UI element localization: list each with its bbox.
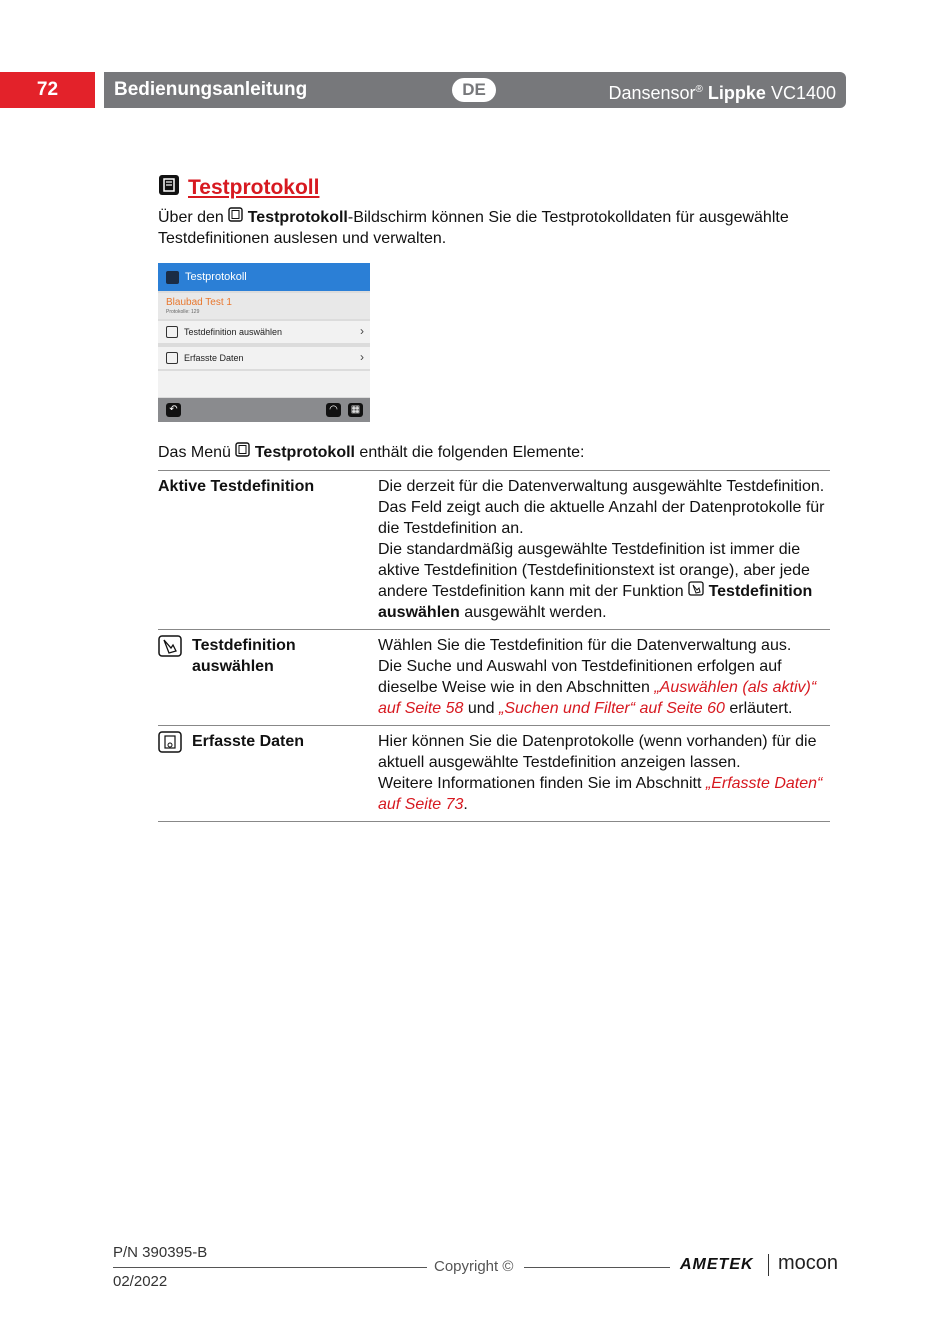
copyright: Copyright © — [434, 1258, 514, 1275]
collected-data-row[interactable] — [158, 347, 370, 369]
table-row — [158, 726, 830, 822]
product-bold: Lippke — [707, 83, 766, 103]
test-log-icon — [228, 207, 243, 228]
intro-bold: Testprotokoll — [247, 209, 348, 226]
screen-title-bar — [158, 263, 370, 291]
row-label: Aktive Testdefinition — [158, 478, 315, 495]
screen-title: Testprotokoll — [185, 271, 247, 283]
part-number: P/N 390395-B — [113, 1244, 208, 1261]
section-title[interactable]: Testprotokoll — [188, 176, 320, 199]
active-test-name: Blaubad Test 1 — [166, 297, 232, 308]
desc-text: Die standardmäßig ausgewählte Testdefinition ist immer die aktive Testdefinition (Testdefinitionstext ist orange), aber jede andere Testdefinition kann mit der Funktion — [378, 541, 810, 600]
mocon-logo: mocon — [778, 1252, 839, 1274]
select-test-definition-row[interactable] — [158, 321, 370, 343]
product-model: VC1400 — [770, 83, 836, 103]
desc-line — [378, 773, 830, 815]
active-test-definition[interactable] — [158, 293, 370, 319]
footer-line-left — [113, 1267, 427, 1268]
row-label-cell — [158, 476, 378, 623]
desc-text: . — [463, 796, 468, 814]
desc-line — [378, 539, 830, 623]
desc-text: und — [463, 700, 499, 718]
test-log-icon — [166, 271, 179, 284]
row-description — [378, 731, 830, 815]
link-search-filter[interactable]: „Suchen und Filter“ auf Seite 60 — [499, 700, 725, 718]
menu-intro-text-2: enthält die folgenden Elemente: — [354, 444, 585, 461]
header-bar — [104, 72, 846, 108]
manual-title: Bedienungsanleitung — [114, 79, 308, 100]
product-name — [608, 72, 836, 111]
row-label: Testdefinition auswählen — [192, 637, 296, 676]
desc-line: Das Feld zeigt auch die aktuelle Anzahl der Datenprotokolle für die Testdefinition an. — [378, 499, 825, 537]
screen-bottom-bar — [158, 398, 370, 422]
row-label: Erfasste Daten — [192, 733, 305, 751]
ametek-logo: AMETEK — [680, 1256, 754, 1273]
intro-text-2: -Bildschirm können Sie die Testprotokolldaten für ausgewählte Testdefinitionen auslesen und verwalten. — [158, 209, 789, 248]
desc-text: ausgewählt werden. — [459, 604, 607, 622]
hand-pointer-icon — [688, 581, 704, 602]
intro-text-1: Über den — [158, 209, 229, 226]
desc-text: erläutert. — [724, 700, 793, 718]
link-collected-data[interactable]: „Erfasste Daten“ auf Seite 73 — [378, 775, 823, 814]
test-log-icon — [158, 731, 182, 759]
dashboard-icon[interactable]: ◠ — [326, 403, 341, 417]
desc-text: Die Suche und Auswahl von Testdefinitionen erfolgen auf dieselbe Weise wie in den Abschnitten — [378, 658, 782, 697]
table-row — [158, 630, 830, 726]
row-label-cell — [158, 635, 378, 719]
desc-bold: Testdefinition auswählen — [378, 583, 813, 622]
registered-mark: ® — [695, 84, 703, 95]
link-select-active[interactable]: „Auswählen (als aktiv)“ auf Seite 58 — [378, 679, 817, 718]
menu-intro-bold: Testprotokoll — [254, 444, 355, 461]
device-screenshot — [158, 263, 370, 422]
intro-paragraph — [158, 207, 830, 249]
test-log-icon — [235, 442, 250, 463]
section-heading — [158, 174, 319, 202]
chevron-right-icon: › — [360, 350, 364, 364]
row-label: Testdefinition auswählen — [184, 327, 283, 337]
hand-pointer-icon — [158, 635, 182, 663]
empty-row — [158, 371, 370, 397]
hand-pointer-icon — [166, 326, 178, 338]
row-label: Erfasste Daten — [184, 353, 244, 363]
row-description — [378, 476, 830, 623]
chevron-right-icon: › — [360, 324, 364, 338]
row-label-cell — [158, 731, 378, 815]
product-brand: Dansensor — [608, 83, 696, 103]
desc-line: Hier können Sie die Datenprotokolle (wenn vorhanden) für die aktuell ausgewählte Testdefinition anzeigen lassen. — [378, 733, 817, 772]
menu-intro-text-1: Das Menü — [158, 444, 236, 461]
desc-line: Die derzeit für die Datenverwaltung ausgewählte Testdefinition. — [378, 478, 825, 495]
test-log-icon — [158, 174, 180, 202]
row-description — [378, 635, 830, 719]
table-row — [158, 471, 830, 630]
desc-line: Wählen Sie die Testdefinition für die Datenverwaltung aus. — [378, 637, 792, 655]
footer-line-right — [524, 1267, 670, 1268]
menu-grid-icon[interactable]: ▦ — [348, 403, 363, 417]
active-test-count: Protokolle: 129 — [166, 309, 200, 315]
logo-divider — [768, 1254, 769, 1276]
test-log-icon — [166, 352, 178, 364]
back-icon[interactable]: ↶ — [166, 403, 181, 417]
desc-line — [378, 656, 830, 719]
page-number: 72 — [0, 72, 95, 108]
language-badge: DE — [452, 78, 496, 102]
elements-table — [158, 470, 830, 822]
desc-text: Weitere Informationen finden Sie im Abschnitt — [378, 775, 706, 793]
publish-date: 02/2022 — [113, 1273, 168, 1290]
menu-intro — [158, 442, 830, 463]
